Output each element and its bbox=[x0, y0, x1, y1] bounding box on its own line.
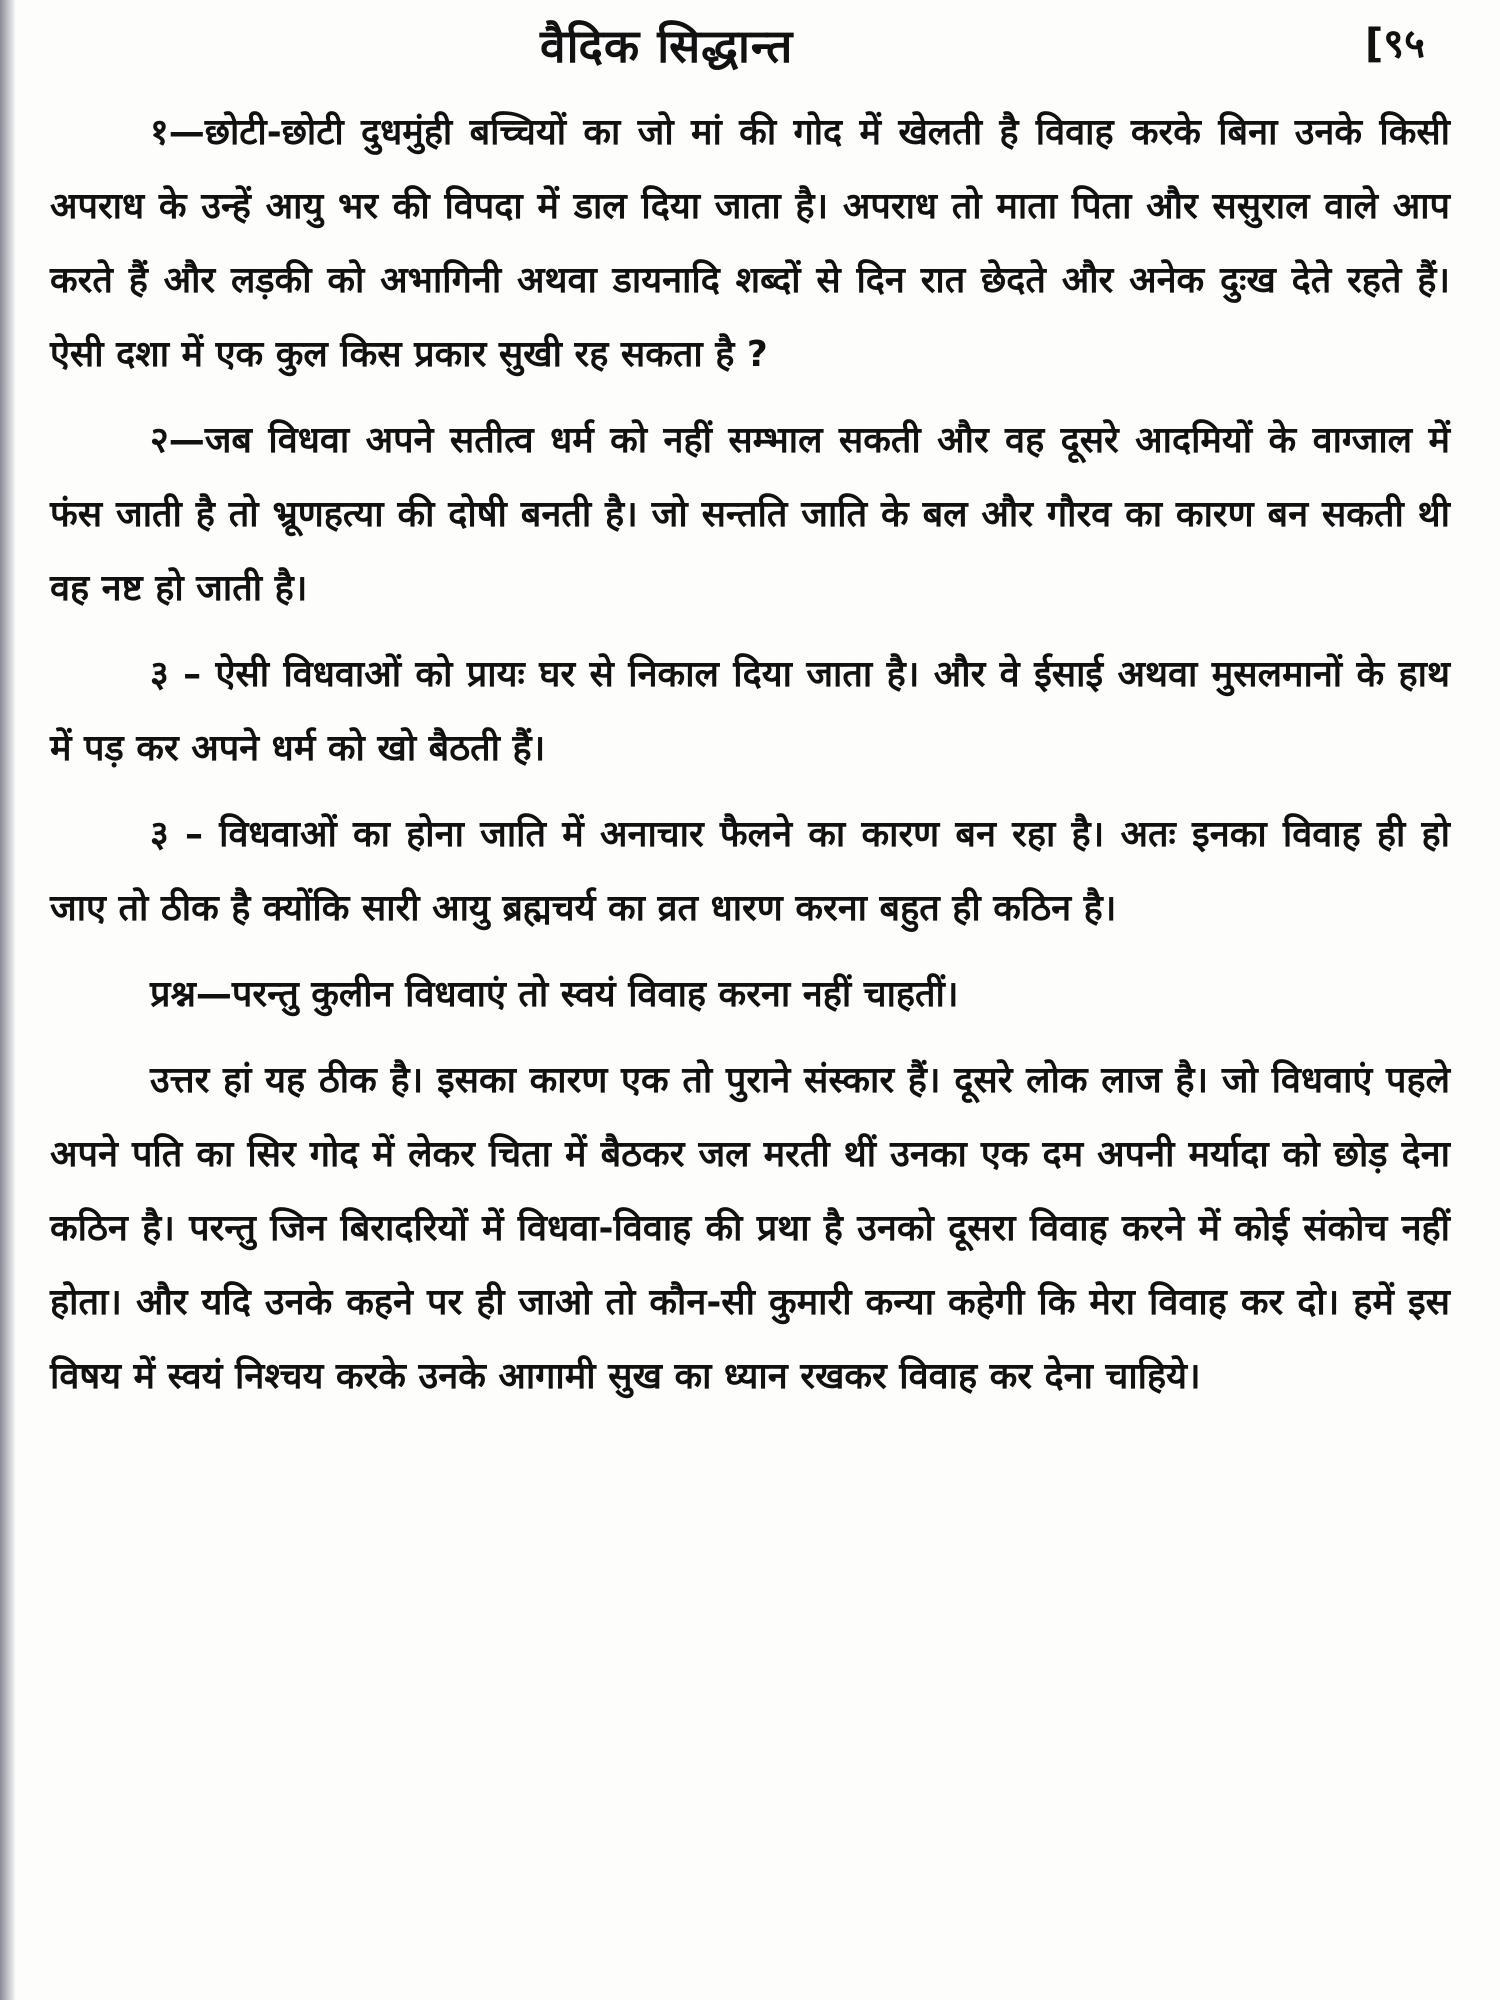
page-body bbox=[50, 96, 1450, 1426]
paragraph-point-2: २—जब विधवा अपने सतीत्व धर्म को नहीं सम्भाल सकती और वह दूसरे आदमियों के वाग्जाल में फंस जाती है तो भ्रूणहत्या की दोषी बनती है। जो सन्तति जाति के बल और गौरव का कारण बन सकती थी वह नष्ट हो जाती है। bbox=[50, 420, 1450, 609]
running-title: वैदिक सिद्धान्त bbox=[540, 19, 794, 73]
page-binding-shadow bbox=[0, 0, 16, 2000]
page-number: [९५ bbox=[1365, 21, 1425, 67]
paragraph-answer: उत्तर हां यह ठीक है। इसका कारण एक तो पुराने संस्कार हैं। दूसरे लोक लाज है। जो विधवाएं पहले अपने पति का सिर गोद में लेकर चिता में बैठकर जल मरती थीं उनका एक दम अपनी मर्यादा को छोड़ देना कठिन है। परन्तु जिन बिरादरियों में विधवा-विवाह की प्रथा है उनको दूसरा विवाह करने में कोई संकोच नहीं होता। और यदि उनके कहने पर ही जाओ तो कौन-सी कुमारी कन्या कहेगी कि मेरा विवाह कर दो। हमें इस विषय में स्वयं निश्चय करके उनके आगामी सुख का ध्यान रखकर विवाह कर देना चाहिये। bbox=[50, 1060, 1450, 1397]
paragraph-point-3b: ३ – विधवाओं का होना जाति में अनाचार फैलने का कारण बन रहा है। अतः इनका विवाह ही हो जाए तो ठीक है क्योंकि सारी आयु ब्रह्मचर्य का व्रत धारण करना बहुत ही कठिन है। bbox=[50, 814, 1450, 929]
page-header bbox=[0, 10, 1500, 80]
paragraph-question: प्रश्न—परन्तु कुलीन विधवाएं तो स्वयं विवाह करना नहीं चाहतीं। bbox=[150, 974, 959, 1015]
paragraph-point-3: ३ – ऐसी विधवाओं को प्रायः घर से निकाल दिया जाता है। और वे ईसाई अथवा मुसलमानों के हाथ में पड़ कर अपने धर्म को खो बैठती हैं। bbox=[50, 654, 1450, 769]
paragraph-point-1: १—छोटी-छोटी दुधमुंही बच्चियों का जो मां की गोद में खेलती है विवाह करके बिना उनके किसी अपराध के उन्हें आयु भर की विपदा में डाल दिया जाता है। अपराध तो माता पिता और ससुराल वाले आप करते हैं और लड़की को अभागिनी अथवा डायनादि शब्दों से दिन रात छेदते और अनेक दुःख देते रहते हैं। ऐसी दशा में एक कुल किस प्रकार सुखी रह सकता है ? bbox=[50, 112, 1450, 375]
